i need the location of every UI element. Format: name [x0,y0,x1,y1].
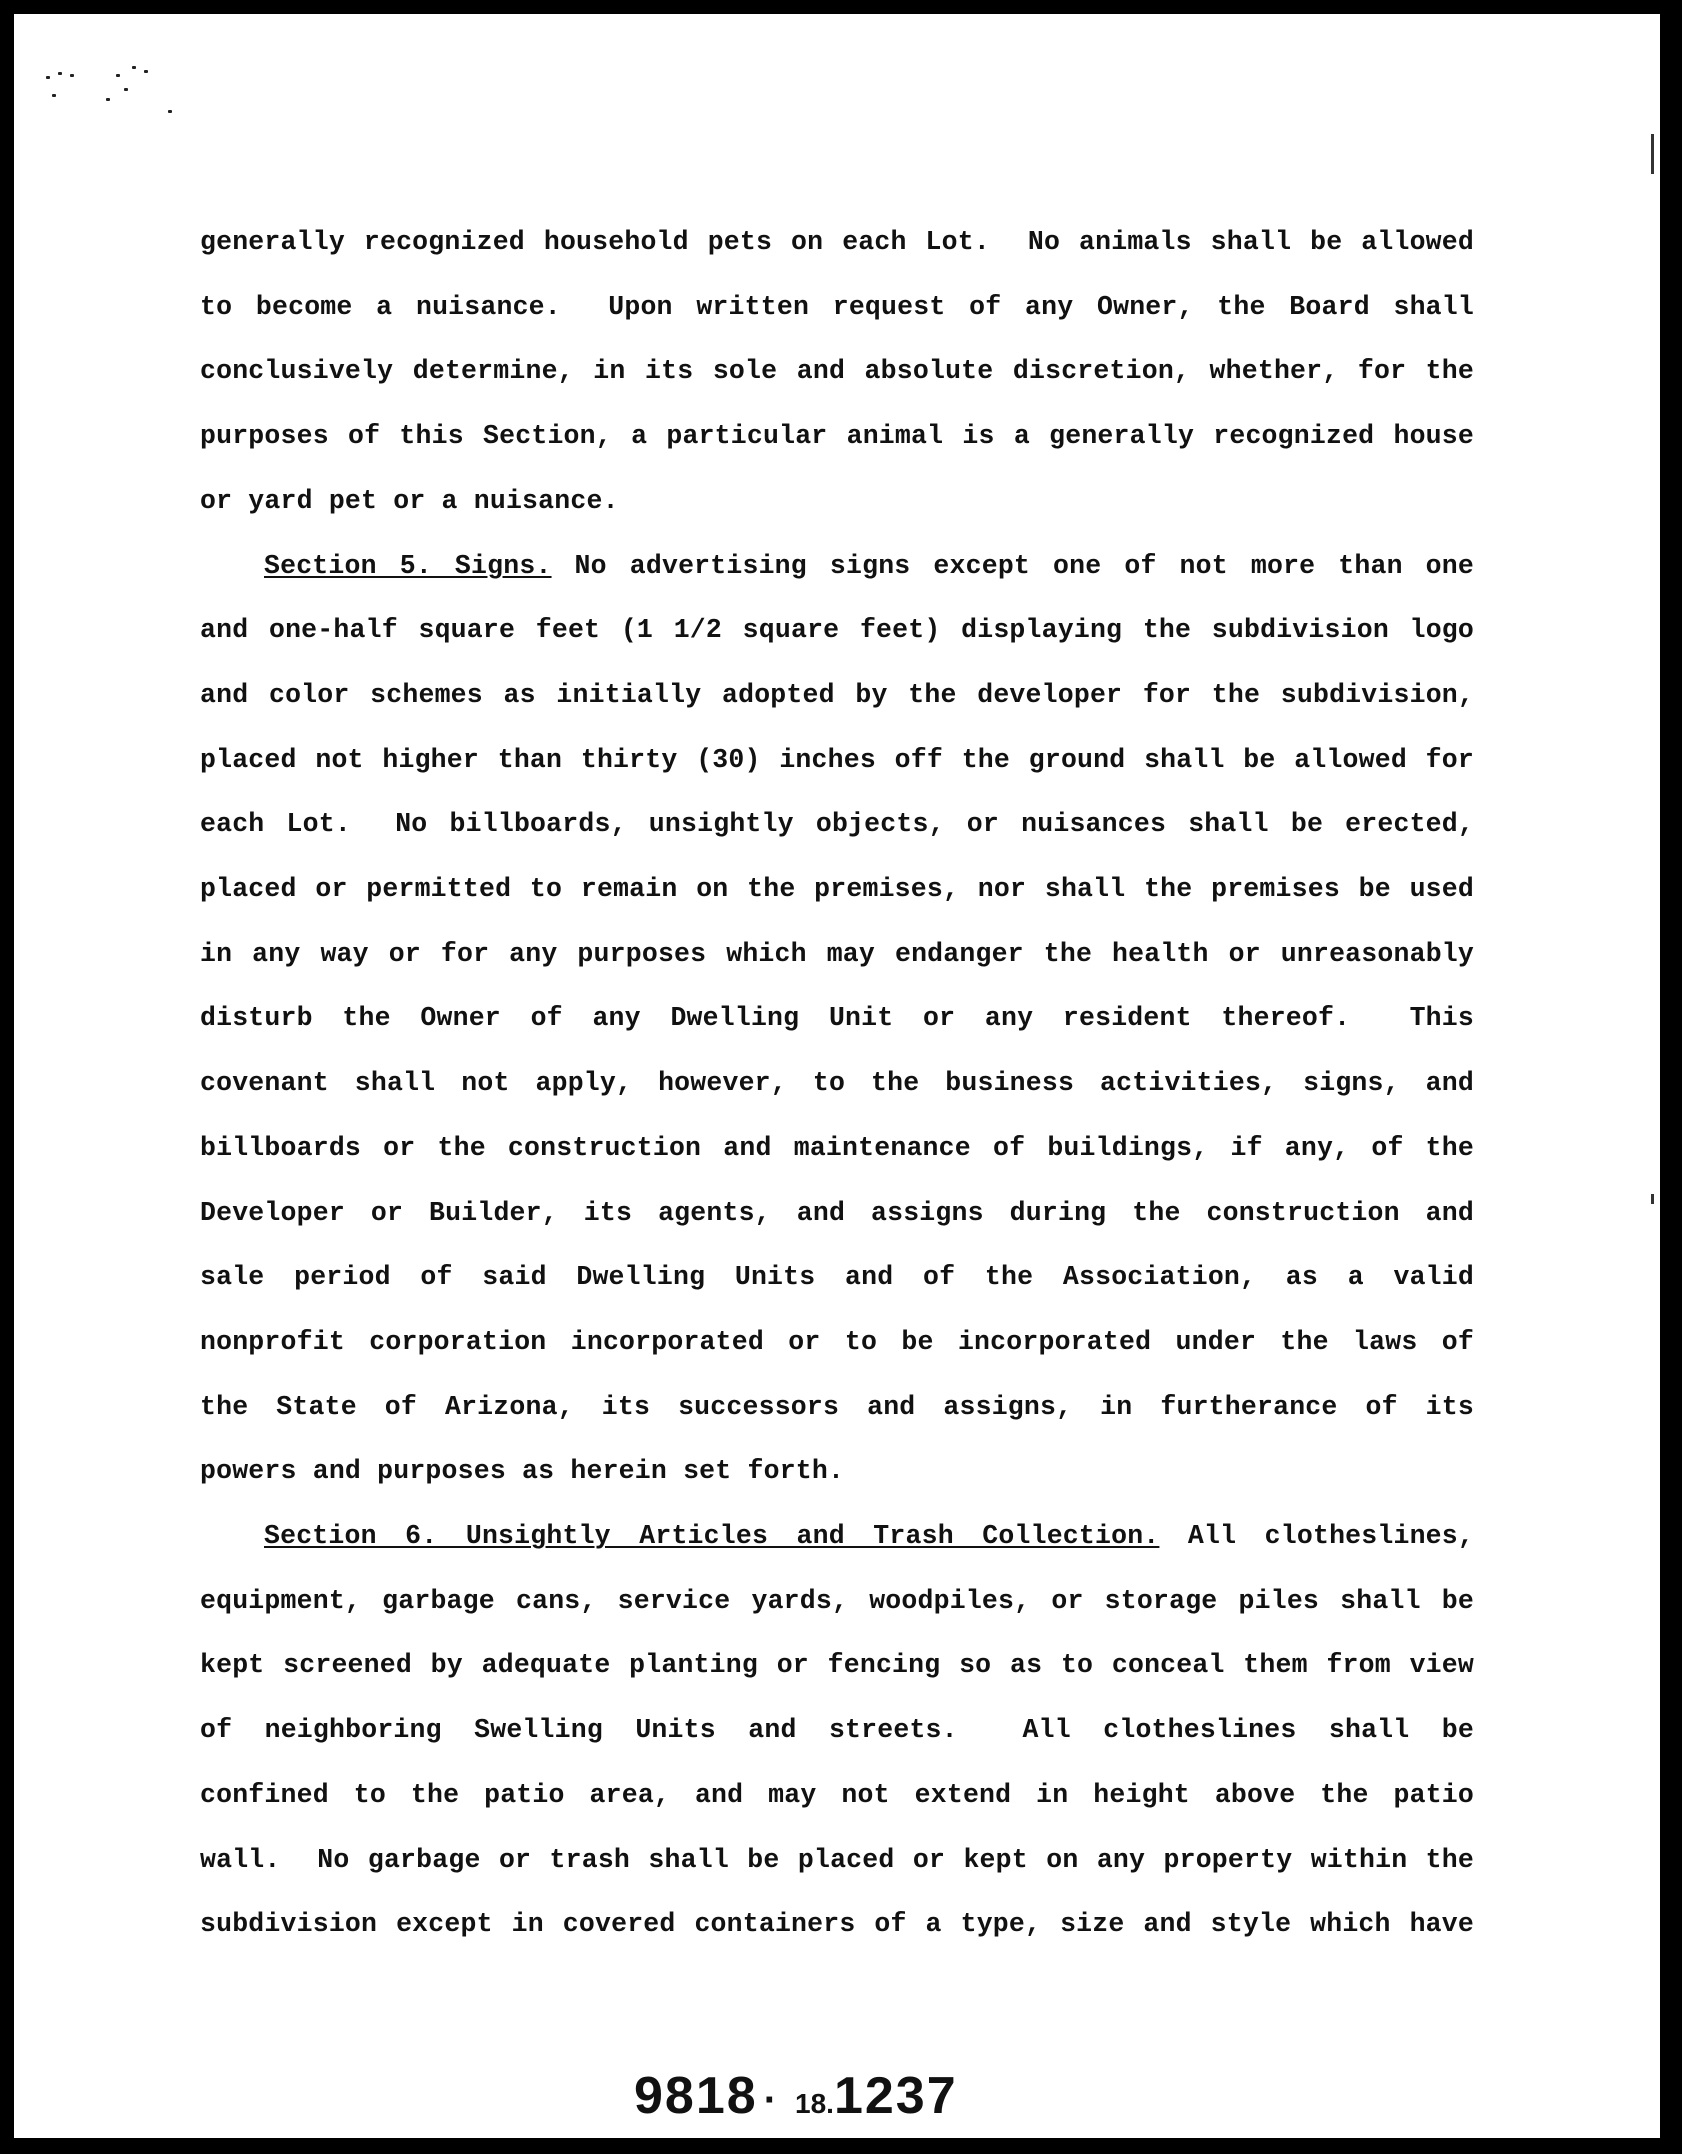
line-text: generally recognized household pets on each Lot. No animals shall be allowed [200,227,1474,257]
line-text: All clotheslines, [1159,1521,1474,1552]
document-page [14,14,1660,2138]
line-text: Developer or Builder, its agents, and assigns during the construction and [200,1197,1474,1228]
scan-speck [52,94,56,97]
text-line [200,598,1474,663]
scan-specks [44,54,244,134]
text-line [200,857,1474,922]
text-line [200,275,1474,340]
line-text: the State of Arizona, its successors and assigns, in furtherance of its [200,1391,1474,1422]
text-line [200,663,1474,728]
text-line [200,534,1474,599]
document-number-primary: 9818 [634,2067,758,2125]
line-text: placed not higher than thirty (30) inches off the ground shall be allowed for [200,744,1474,775]
text-line [200,728,1474,793]
text-line [200,1828,1474,1893]
line-text: nonprofit corporation incorporated or to be incorporated under the laws of [200,1326,1474,1357]
line-text: or yard pet or a nuisance. [200,485,619,516]
text-line [200,1116,1474,1181]
text-line [200,922,1474,987]
text-line [200,1051,1474,1116]
scan-speck [132,66,136,69]
line-text: and one-half square feet (1 1/2 square feet) displaying the subdivision logo [200,615,1474,646]
scan-edge-mark [1651,1194,1654,1204]
text-line [200,339,1474,404]
line-text: billboards or the construction and maintenance of buildings, if any, of the [200,1132,1474,1163]
line-text: kept screened by adequate planting or fencing so as to conceal them from view [200,1650,1474,1681]
line-text: confined to the patio area, and may not extend in height above the patio [200,1779,1474,1810]
document-number [634,2066,958,2126]
line-text: covenant shall not apply, however, to the business activities, signs, and [200,1068,1474,1099]
document-number-prefix: 18. [795,2088,834,2119]
line-text: No advertising signs except one of not more than one [551,550,1474,581]
document-body [200,210,1474,1957]
line-text: equipment, garbage cans, service yards, woodpiles, or storage piles shall be [200,1585,1474,1616]
text-line [200,210,1474,275]
scan-speck [116,74,120,77]
text-line [200,792,1474,857]
text-line [200,1375,1474,1440]
scan-speck [106,98,110,101]
line-text: to become a nuisance. Upon written request of any Owner, the Board shall [200,291,1474,322]
text-line [200,986,1474,1051]
line-text: subdivision except in covered containers of a type, size and style which have [200,1909,1474,1940]
scan-speck [124,88,128,91]
line-text: placed or permitted to remain on the premises, nor shall the premises be used [200,874,1474,905]
scan-speck [58,72,62,75]
line-text: disturb the Owner of any Dwelling Unit or any resident thereof. This [200,1003,1474,1034]
text-line [200,1633,1474,1698]
scan-speck [144,70,148,73]
line-text: in any way or for any purposes which may endanger the health or unreasonably [200,938,1474,969]
text-line [200,404,1474,469]
text-line [200,1892,1474,1957]
line-text: powers and purposes as herein set forth. [200,1456,845,1487]
text-line [200,1310,1474,1375]
line-text: and color schemes as initially adopted by the developer for the subdivision, [200,679,1474,710]
text-line [200,1504,1474,1569]
line-text: of neighboring Swelling Units and streets. All clotheslines shall be [200,1715,1474,1746]
line-text: conclusively determine, in its sole and absolute discretion, whether, for the [200,356,1474,387]
scan-speck [70,74,74,77]
scan-speck [168,110,172,113]
text-line [200,1439,1474,1504]
section-heading: Section 6. Unsightly Articles and Trash Collection. [264,1521,1160,1552]
section-heading: Section 5. Signs. [264,550,552,581]
text-line [200,469,1474,534]
line-text: wall. No garbage or trash shall be placed or kept on any property within the [200,1844,1474,1875]
text-line [200,1181,1474,1246]
text-line [200,1245,1474,1310]
document-number-suffix: 1237 [833,2067,958,2125]
line-text: purposes of this Section, a particular animal is a generally recognized house [200,421,1474,452]
document-number-separator: · [763,2078,778,2122]
text-line [200,1763,1474,1828]
line-text: sale period of said Dwelling Units and of the Association, as a valid [200,1262,1474,1293]
text-line [200,1698,1474,1763]
scan-edge-mark [1651,134,1654,174]
line-text: each Lot. No billboards, unsightly objects, or nuisances shall be erected, [200,809,1474,840]
text-line [200,1569,1474,1634]
scan-speck [46,76,50,79]
